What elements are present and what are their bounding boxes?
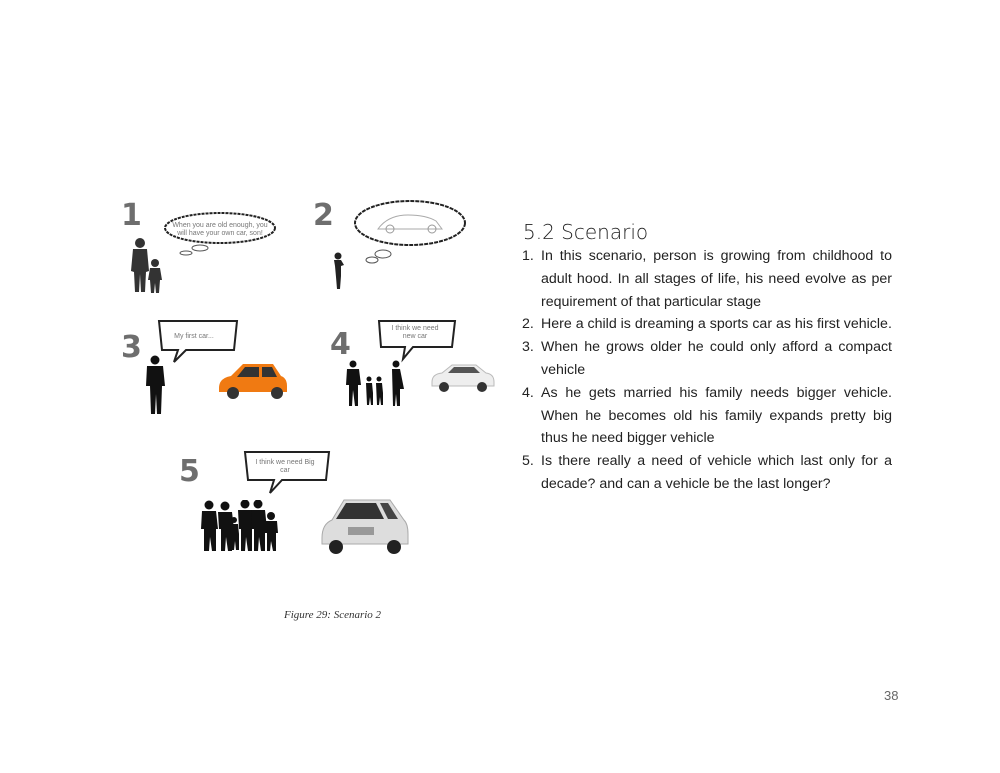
family-silhouette — [344, 360, 408, 408]
bubble-text-5: I think we need Big car — [255, 459, 315, 474]
scenario-list — [522, 245, 892, 496]
orange-hatchback-car — [215, 360, 290, 402]
item-number: 4. — [522, 384, 534, 401]
item-number: 2. — [522, 316, 534, 333]
panel-number-2: 2 — [313, 198, 334, 233]
speech-bubble-3 — [154, 318, 240, 364]
list-item — [522, 336, 892, 382]
father-son-silhouette — [128, 237, 168, 295]
item-number: 5. — [522, 453, 534, 470]
item-text: As he gets married his family needs bigger vehicle. When he becomes old his family expands pretty big thus he need bigger vehicle — [541, 384, 892, 447]
bubble-text-4: I think we need new car — [391, 325, 439, 340]
list-item — [522, 245, 892, 313]
panel-number-1: 1 — [121, 198, 142, 233]
figure-caption: Figure 29: Scenario 2 — [284, 609, 382, 621]
child-silhouette — [331, 252, 347, 290]
item-text: In this scenario, person is growing from childhood to adult hood. In all stages of life, his need evolve as per requirement of that particular stage — [541, 248, 892, 310]
section-heading: 5.2 Scenario — [523, 220, 649, 244]
silver-mpv-car — [318, 494, 410, 560]
page-number: 38 — [884, 688, 899, 703]
item-text: Is there really a need of vehicle which last only for a decade? and can a vehicle be the last longer? — [541, 453, 892, 492]
large-family-silhouette — [200, 500, 280, 552]
man-silhouette — [144, 355, 166, 415]
panel-number-3: 3 — [121, 330, 142, 365]
item-text: Here a child is dreaming a sports car as his first vehicle. — [541, 316, 892, 333]
item-number: 1. — [522, 248, 534, 264]
item-number: 3. — [522, 339, 534, 356]
item-text: When he grows older he could only afford a compact vehicle — [541, 339, 892, 378]
panel-number-4: 4 — [330, 327, 351, 362]
white-sedan-car — [430, 360, 496, 394]
bubble-text-3: My first car... — [174, 333, 214, 340]
list-item — [522, 382, 892, 450]
panel-number-5: 5 — [179, 454, 200, 489]
bubble-text-1: When you are old enough, you will have your own car, son! — [172, 222, 268, 237]
list-item — [522, 450, 892, 496]
dream-sports-car-bubble — [350, 197, 468, 267]
list-item — [522, 313, 892, 336]
